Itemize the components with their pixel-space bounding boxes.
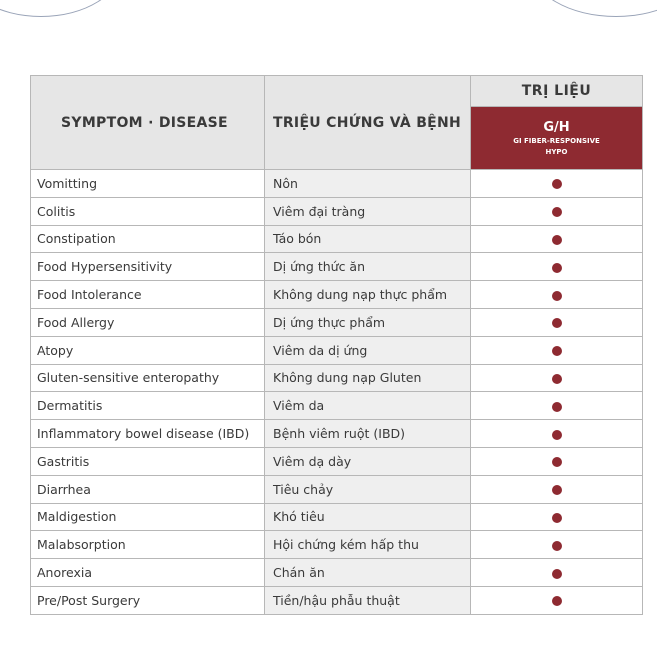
filled-circle-icon: [552, 346, 562, 356]
table-row: [31, 420, 643, 448]
filled-circle-icon: [552, 596, 562, 606]
symptom-en-cell: Maldigestion: [31, 503, 265, 531]
symptom-en-cell: Gluten-sensitive enteropathy: [31, 364, 265, 392]
header-therapy: TRỊ LIỆU: [471, 76, 643, 107]
filled-circle-icon: [552, 513, 562, 523]
symptom-vi-cell: Viêm da dị ứng: [265, 336, 471, 364]
therapy-mark-cell: [471, 253, 643, 281]
symptom-vi-cell: Hội chứng kém hấp thu: [265, 531, 471, 559]
filled-circle-icon: [552, 541, 562, 551]
symptom-vi-cell: Viêm dạ dày: [265, 447, 471, 475]
filled-circle-icon: [552, 374, 562, 384]
product-code: G/H: [543, 119, 570, 135]
symptom-vi-cell: Nôn: [265, 170, 471, 198]
filled-circle-icon: [552, 291, 562, 301]
filled-circle-icon: [552, 485, 562, 495]
decorative-circle-left: [0, 0, 122, 17]
symptom-en-cell: Constipation: [31, 225, 265, 253]
symptom-vi-cell: Viêm đại tràng: [265, 197, 471, 225]
table-row: [31, 170, 643, 198]
therapy-mark-cell: [471, 225, 643, 253]
symptom-en-cell: Anorexia: [31, 559, 265, 587]
therapy-mark-cell: [471, 170, 643, 198]
therapy-mark-cell: [471, 531, 643, 559]
symptom-en-cell: Vomitting: [31, 170, 265, 198]
header-symptom-vi: TRIỆU CHỨNG VÀ BỆNH: [265, 76, 471, 170]
product-header: [471, 107, 643, 170]
filled-circle-icon: [552, 430, 562, 440]
symptom-vi-cell: Chán ăn: [265, 559, 471, 587]
therapy-mark-cell: [471, 364, 643, 392]
symptom-vi-cell: Không dung nạp thực phẩm: [265, 281, 471, 309]
table-row: [31, 225, 643, 253]
filled-circle-icon: [552, 402, 562, 412]
therapy-mark-cell: [471, 281, 643, 309]
table-row: [31, 586, 643, 614]
symptom-vi-cell: Táo bón: [265, 225, 471, 253]
symptom-en-cell: Dermatitis: [31, 392, 265, 420]
symptom-vi-cell: Viêm da: [265, 392, 471, 420]
therapy-mark-cell: [471, 308, 643, 336]
table-row: [31, 475, 643, 503]
product-desc-line1: GI FIBER-RESPONSIVE: [513, 136, 600, 145]
filled-circle-icon: [552, 263, 562, 273]
table-row: [31, 308, 643, 336]
therapy-mark-cell: [471, 559, 643, 587]
therapy-mark-cell: [471, 447, 643, 475]
filled-circle-icon: [552, 207, 562, 217]
table-row: [31, 253, 643, 281]
filled-circle-icon: [552, 318, 562, 328]
filled-circle-icon: [552, 569, 562, 579]
symptom-vi-cell: Tiền/hậu phẫu thuật: [265, 586, 471, 614]
symptom-vi-cell: Dị ứng thức ăn: [265, 253, 471, 281]
symptom-therapy-table: [30, 75, 643, 615]
filled-circle-icon: [552, 179, 562, 189]
symptom-vi-cell: Dị ứng thực phẩm: [265, 308, 471, 336]
therapy-mark-cell: [471, 392, 643, 420]
symptom-en-cell: Atopy: [31, 336, 265, 364]
symptom-en-cell: Food Allergy: [31, 308, 265, 336]
table-row: [31, 447, 643, 475]
table-body: [31, 170, 643, 615]
filled-circle-icon: [552, 457, 562, 467]
symptom-en-cell: Colitis: [31, 197, 265, 225]
therapy-mark-cell: [471, 503, 643, 531]
filled-circle-icon: [552, 235, 562, 245]
table-row: [31, 197, 643, 225]
table-row: [31, 531, 643, 559]
symptom-en-cell: Inflammatory bowel disease (IBD): [31, 420, 265, 448]
table-row: [31, 392, 643, 420]
symptom-en-cell: Food Intolerance: [31, 281, 265, 309]
therapy-mark-cell: [471, 586, 643, 614]
table-row: [31, 559, 643, 587]
symptom-en-cell: Pre/Post Surgery: [31, 586, 265, 614]
symptom-vi-cell: Tiêu chảy: [265, 475, 471, 503]
symptom-en-cell: Gastritis: [31, 447, 265, 475]
symptom-vi-cell: Bệnh viêm ruột (IBD): [265, 420, 471, 448]
therapy-mark-cell: [471, 197, 643, 225]
product-desc-line2: HYPO: [545, 147, 568, 156]
symptom-vi-cell: Không dung nạp Gluten: [265, 364, 471, 392]
therapy-mark-cell: [471, 475, 643, 503]
therapy-mark-cell: [471, 420, 643, 448]
symptom-en-cell: Malabsorption: [31, 531, 265, 559]
table-row: [31, 336, 643, 364]
table-row: [31, 281, 643, 309]
symptom-en-cell: Diarrhea: [31, 475, 265, 503]
symptom-vi-cell: Khó tiêu: [265, 503, 471, 531]
therapy-mark-cell: [471, 336, 643, 364]
header-symptom-en: SYMPTOM · DISEASE: [31, 76, 265, 170]
decorative-circle-right: [530, 0, 657, 17]
table-row: [31, 364, 643, 392]
table-row: [31, 503, 643, 531]
symptom-en-cell: Food Hypersensitivity: [31, 253, 265, 281]
